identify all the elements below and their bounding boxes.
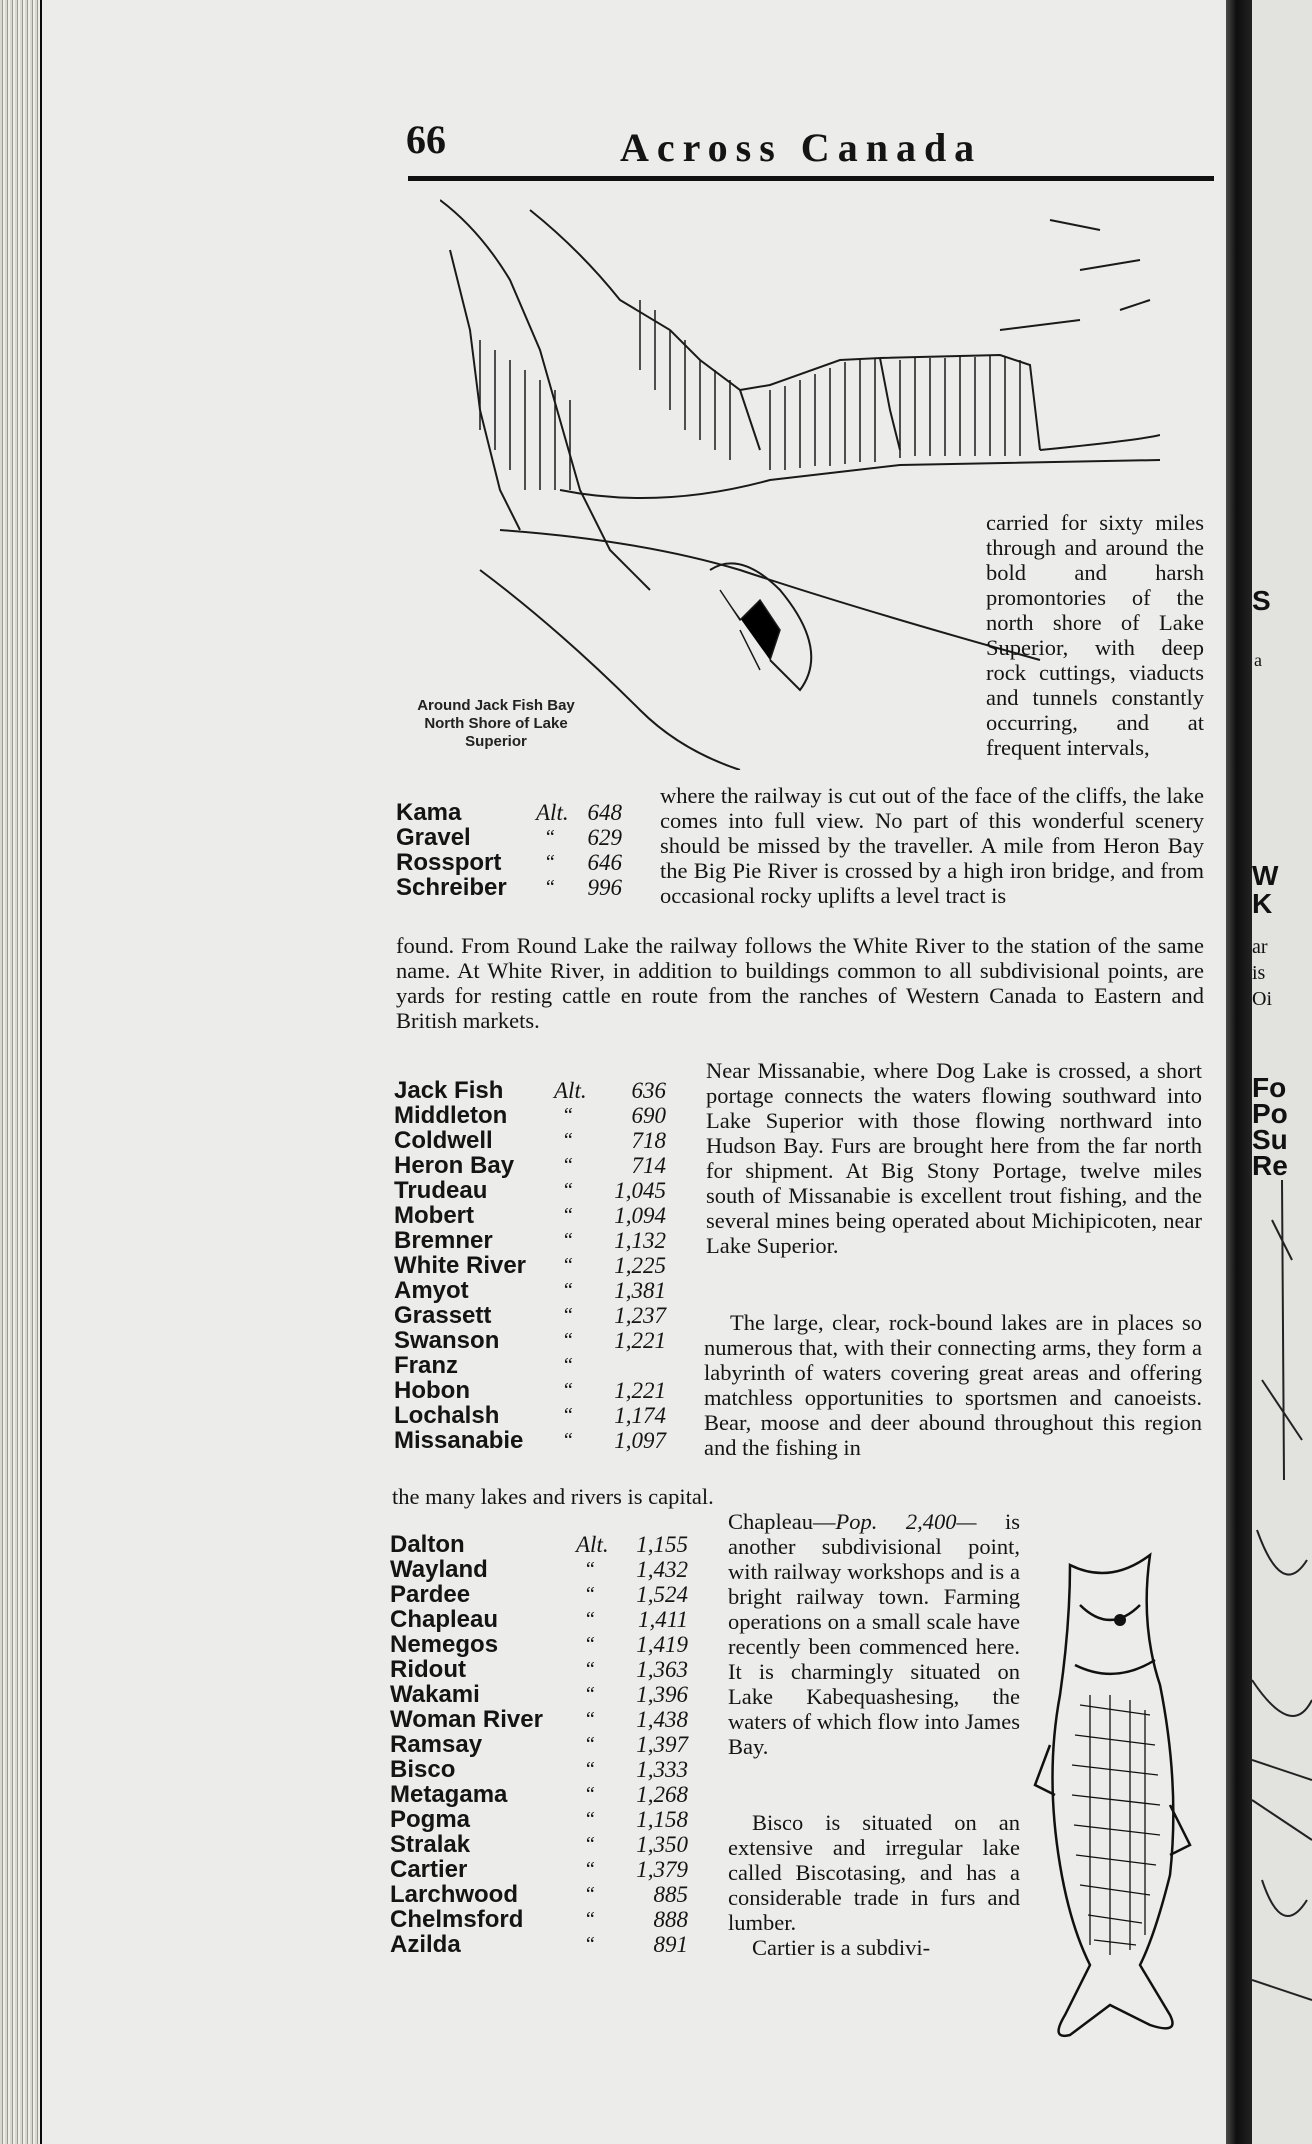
table-row	[390, 1782, 690, 1807]
station-name: Pogma	[390, 1806, 471, 1833]
caption-line: Around Jack Fish Bay	[417, 697, 575, 714]
ditto-mark: “	[584, 1758, 596, 1780]
altitude-value: 1,097	[614, 1428, 666, 1453]
station-table-3	[390, 1532, 690, 1957]
ditto-mark: “	[584, 1658, 596, 1680]
station-name: Middleton	[394, 1102, 508, 1129]
illustration-caption	[392, 697, 600, 751]
table-row	[394, 1303, 674, 1328]
paragraph-bisco: Bisco is situated on an extensive and irregular lake called Biscotasing, and has a considerable trade in furs and lumber.	[728, 1810, 1020, 1935]
altitude-value: 885	[653, 1882, 688, 1907]
ditto-mark: “	[562, 1204, 574, 1226]
paragraph-lakes: The large, clear, rock-bound lakes are in places so numerous that, with their connecting arms, they form a labyrinth of waters covering great areas and offering matchless opportunities to sportsmen and canoeists. Bear, moose and deer abound throughout this region and the fishing in	[704, 1310, 1202, 1460]
altitude-value: 891	[653, 1932, 688, 1957]
altitude-value: 1,094	[614, 1203, 666, 1228]
station-name: Ramsay	[390, 1731, 483, 1758]
station-name: Dalton	[390, 1531, 465, 1558]
header-rule	[408, 176, 1214, 181]
chapleau-population: Pop. 2,400—	[835, 1509, 977, 1534]
page-edges	[0, 0, 40, 2144]
paragraph-cartier: Cartier is a subdivi-	[752, 1935, 931, 1960]
ditto-mark: “	[584, 1883, 596, 1905]
station-name: Jack Fish	[394, 1077, 504, 1104]
altitude-value: 1,268	[636, 1782, 688, 1807]
table-row	[390, 1757, 690, 1782]
station-name: Lochalsh	[394, 1402, 500, 1429]
altitude-value: 1,221	[614, 1328, 666, 1353]
station-name: Bremner	[394, 1227, 493, 1254]
altitude-value: 1,221	[614, 1378, 666, 1403]
facing-page-fragment: Su	[1252, 1124, 1288, 1155]
table-row	[390, 1607, 690, 1632]
ditto-mark: “	[584, 1908, 596, 1930]
station-name: Bisco	[390, 1756, 456, 1783]
altitude-value: 996	[587, 875, 622, 900]
station-name: Metagama	[390, 1781, 508, 1808]
altitude-value: 718	[631, 1128, 666, 1153]
table-row	[390, 1907, 690, 1932]
ditto-mark: “	[562, 1379, 574, 1401]
facing-page-fragment: Oi	[1252, 988, 1272, 1010]
paragraph-missanabie: Near Missanabie, where Dog Lake is crossed, a short portage connects the waters flowing southward into Lake Superior with those flowing northward into Hudson Bay. Furs are brought here from the far north for shipment. At Big Stony Portage, twelve miles south of Missanabie is excellent trout fishing, and the several mines being operated about Michipicoten, near Lake Superior.	[706, 1058, 1202, 1258]
table-row	[390, 1857, 690, 1882]
altitude-value: 1,237	[614, 1303, 666, 1328]
station-name: Schreiber	[396, 874, 507, 901]
ditto-mark: “	[584, 1683, 596, 1705]
chapleau-prefix: Chapleau—	[728, 1509, 836, 1534]
altitude-value: 1,396	[636, 1682, 688, 1707]
altitude-value: 1,411	[637, 1607, 688, 1632]
station-name: Trudeau	[394, 1177, 488, 1204]
ditto-mark: “	[562, 1104, 574, 1126]
paragraph-intro: carried for sixty miles through and around the bold and harsh promontories of the north shore of Lake Superior, with deep rock cuttings, viaducts and tunnels constantly occurring, and at frequent intervals,	[986, 510, 1204, 760]
station-name: Pardee	[390, 1581, 471, 1608]
table-row	[394, 1178, 674, 1203]
altitude-value: 648	[587, 800, 622, 825]
ditto-mark: “	[584, 1633, 596, 1655]
altitude-value: 1,379	[636, 1857, 688, 1882]
ditto-mark: “	[562, 1154, 574, 1176]
table-row	[394, 1103, 674, 1128]
table-row	[394, 1353, 674, 1378]
table-row	[390, 1707, 690, 1732]
table-row	[396, 850, 626, 875]
table-row	[390, 1882, 690, 1907]
station-name: Kama	[396, 799, 462, 826]
table-row	[390, 1632, 690, 1657]
altitude-value: 1,432	[636, 1557, 688, 1582]
caption-line: North Shore of Lake	[424, 715, 568, 732]
station-name: Hobon	[394, 1377, 470, 1404]
ditto-mark: “	[584, 1858, 596, 1880]
table-row	[394, 1078, 674, 1103]
ditto-mark: “	[562, 1304, 574, 1326]
table-row	[390, 1557, 690, 1582]
station-name: Gravel	[396, 824, 471, 851]
station-name: Wayland	[390, 1556, 488, 1583]
running-head: Across Canada	[620, 125, 983, 170]
table-row	[394, 1228, 674, 1253]
table-row	[396, 825, 626, 850]
altitude-value: 646	[587, 850, 622, 875]
station-name: Wakami	[390, 1681, 480, 1708]
table-row	[390, 1832, 690, 1857]
altitude-value: 1,397	[636, 1732, 688, 1757]
ditto-mark: “	[584, 1733, 596, 1755]
altitude-value: 1,225	[614, 1253, 666, 1278]
paragraph-lakes-end: the many lakes and rivers is capital.	[392, 1484, 714, 1509]
facing-page-illustration	[1252, 1180, 1312, 2080]
altitude-value: 714	[631, 1153, 666, 1178]
altitude-label: Alt.	[554, 1078, 587, 1103]
ditto-mark: “	[544, 826, 556, 848]
book-gutter	[1226, 0, 1252, 2144]
ditto-mark: “	[544, 851, 556, 873]
ditto-mark: “	[562, 1229, 574, 1251]
fish-eye	[1114, 1614, 1126, 1626]
table-row	[394, 1203, 674, 1228]
altitude-label: Alt.	[576, 1532, 609, 1557]
station-name: Azilda	[390, 1931, 461, 1958]
ditto-mark: “	[562, 1329, 574, 1351]
altitude-value: 1,419	[636, 1632, 688, 1657]
table-row	[394, 1128, 674, 1153]
station-table-2	[394, 1078, 674, 1453]
table-row	[390, 1582, 690, 1607]
altitude-value: 1,350	[636, 1832, 688, 1857]
table-row	[390, 1732, 690, 1757]
facing-page-fragment: S	[1252, 585, 1271, 616]
table-row	[396, 800, 626, 825]
table-row	[390, 1657, 690, 1682]
station-name: White River	[394, 1252, 527, 1279]
altitude-value: 636	[631, 1078, 666, 1103]
ditto-mark: “	[584, 1783, 596, 1805]
station-name: Ridout	[390, 1656, 466, 1683]
facing-page-fragment: Fo	[1252, 1072, 1287, 1103]
table-row	[390, 1532, 690, 1557]
altitude-value: 1,363	[636, 1657, 688, 1682]
station-name: Swanson	[394, 1327, 500, 1354]
facing-page-fragment: Re	[1252, 1150, 1288, 1181]
station-name: Coldwell	[394, 1127, 493, 1154]
ditto-mark: “	[562, 1254, 574, 1276]
altitude-value: 1,381	[614, 1278, 666, 1303]
altitude-value	[604, 1353, 666, 1378]
table-row	[394, 1403, 674, 1428]
station-name: Nemegos	[390, 1631, 499, 1658]
station-name: Heron Bay	[394, 1152, 515, 1179]
ditto-mark: “	[562, 1179, 574, 1201]
station-name: Cartier	[390, 1856, 468, 1883]
ditto-mark: “	[584, 1608, 596, 1630]
table-row	[394, 1153, 674, 1178]
paragraph-full: found. From Round Lake the railway follows the White River to the station of the same name. At White River, in addition to buildings common to all subdivisional points, are yards for resting cattle en route from the ranches of Western Canada to Eastern and British markets.	[396, 933, 1204, 1033]
station-name: Chelmsford	[390, 1906, 524, 1933]
table-row	[394, 1253, 674, 1278]
ditto-mark: “	[584, 1808, 596, 1830]
facing-page-fragment: K	[1252, 888, 1273, 919]
ditto-mark: “	[584, 1708, 596, 1730]
ditto-mark: “	[584, 1583, 596, 1605]
table-row	[394, 1328, 674, 1353]
facing-page-fragment: a	[1254, 650, 1262, 670]
station-name: Mobert	[394, 1202, 474, 1229]
facing-page-fragment: W	[1252, 860, 1279, 891]
facing-page-fragment: is	[1252, 962, 1266, 984]
altitude-value: 888	[653, 1907, 688, 1932]
table-row	[396, 875, 626, 900]
altitude-value: 1,132	[614, 1228, 666, 1253]
paragraph-mid: where the railway is cut out of the face of the cliffs, the lake comes into full view. No part of this wonderful scenery should be missed by the traveller. A mile from Heron Bay the Big Pie River is crossed by a high iron bridge, and from occasional rocky uplifts a level tract is	[660, 783, 1204, 908]
paragraph-chapleau	[728, 1509, 1020, 1759]
facing-page-edge	[1252, 0, 1312, 2144]
station-table-1	[396, 800, 626, 900]
altitude-value: 1,524	[636, 1582, 688, 1607]
altitude-value: 1,155	[636, 1532, 688, 1557]
altitude-value: 629	[587, 825, 622, 850]
page-number: 66	[406, 117, 446, 162]
facing-page-fragment: ar	[1252, 936, 1268, 958]
altitude-value: 1,174	[614, 1403, 666, 1428]
caption-line: Superior	[465, 733, 527, 750]
station-name: Larchwood	[390, 1881, 519, 1908]
ditto-mark: “	[584, 1833, 596, 1855]
table-row	[390, 1807, 690, 1832]
ditto-mark: “	[544, 876, 556, 898]
ditto-mark: “	[562, 1129, 574, 1151]
table-row	[390, 1932, 690, 1957]
fish-illustration	[1030, 1545, 1200, 2045]
station-name: Chapleau	[390, 1606, 499, 1633]
table-row	[394, 1378, 674, 1403]
altitude-value: 1,045	[614, 1178, 666, 1203]
station-name: Grassett	[394, 1302, 492, 1329]
table-row	[390, 1682, 690, 1707]
altitude-value: 1,333	[636, 1757, 688, 1782]
chapleau-text: is another subdivisional point, with railway workshops and is a bright railway town. Farming operations on a small scale have recently been commenced here. It is charmingly situated on Lake Kabequashesing, the waters of which flow into James Bay.	[728, 1509, 1021, 1759]
station-name: Rossport	[396, 849, 502, 876]
ditto-mark: “	[562, 1279, 574, 1301]
altitude-label: Alt.	[536, 800, 569, 825]
station-name: Stralak	[390, 1831, 471, 1858]
ditto-mark: “	[584, 1558, 596, 1580]
station-name: Missanabie	[394, 1427, 524, 1454]
altitude-value: 1,158	[636, 1807, 688, 1832]
altitude-value: 1,438	[636, 1707, 688, 1732]
ditto-mark: “	[562, 1429, 574, 1451]
ditto-mark: “	[562, 1404, 574, 1426]
station-name: Franz	[394, 1352, 459, 1379]
facing-page-fragment: Po	[1252, 1098, 1288, 1129]
station-name: Amyot	[394, 1277, 469, 1304]
ditto-mark: “	[584, 1933, 596, 1955]
ditto-mark: “	[562, 1354, 574, 1376]
altitude-value: 690	[631, 1103, 666, 1128]
table-row	[394, 1278, 674, 1303]
table-row	[394, 1428, 674, 1453]
station-name: Woman River	[390, 1706, 543, 1733]
